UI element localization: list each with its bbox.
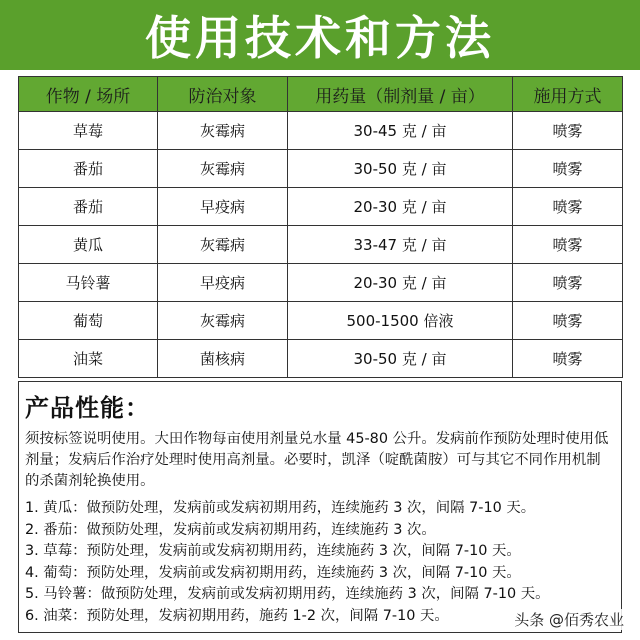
cell-target: 早疫病 (158, 264, 288, 302)
header-crop: 作物 / 场所 (19, 77, 158, 112)
cell-target: 早疫病 (158, 188, 288, 226)
table-row (19, 112, 623, 150)
table-row (19, 264, 623, 302)
cell-crop: 草莓 (19, 112, 158, 150)
watermark: 头条 @佰秀农业 (514, 611, 624, 629)
cell-crop: 黄瓜 (19, 226, 158, 264)
cell-target: 灰霉病 (158, 150, 288, 188)
performance-intro: 须按标签说明使用。大田作物每亩使用剂量兑水量 45-80 公升。发病前作预防处理时使用低剂量；发病后作治疗处理时使用高剂量。必要时，凯泽（啶酰菌胺）可与其它不同作用机制的杀菌剂轮换使用。 (25, 431, 609, 489)
list-item: 1. 黄瓜：做预防处理，发病前或发病初期用药，连续施药 3 次，间隔 7-10 天。 (25, 500, 536, 516)
cell-crop: 油菜 (19, 340, 158, 378)
cell-method: 喷雾 (513, 112, 623, 150)
cell-dosage: 20-30 克 / 亩 (288, 188, 513, 226)
table-row (19, 150, 623, 188)
header-dosage: 用药量（制剂量 / 亩） (288, 77, 513, 112)
list-item: 4. 葡萄：预防处理，发病前或发病初期用药，连续施药 3 次，间隔 7-10 天。 (25, 564, 521, 581)
cell-method: 喷雾 (513, 150, 623, 188)
table-row (19, 188, 623, 226)
cell-dosage: 500-1500 倍液 (288, 302, 513, 340)
cell-target: 灰霉病 (158, 226, 288, 264)
cell-dosage: 30-45 克 / 亩 (288, 112, 513, 150)
usage-table (18, 76, 623, 378)
cell-method: 喷雾 (513, 340, 623, 378)
cell-method: 喷雾 (513, 264, 623, 302)
cell-crop: 番茄 (19, 188, 158, 226)
cell-dosage: 30-50 克 / 亩 (288, 150, 513, 188)
table-row (19, 226, 623, 264)
cell-target: 灰霉病 (158, 112, 288, 150)
list-item: 5. 马铃薯：做预防处理，发病前或发病初期用药，连续施药 3 次，间隔 7-10 天。 (25, 586, 550, 602)
cell-target: 灰霉病 (158, 302, 288, 340)
cell-dosage: 30-50 克 / 亩 (288, 340, 513, 378)
header-method: 施用方式 (513, 77, 623, 112)
performance-list (25, 498, 615, 627)
header-target: 防治对象 (158, 77, 288, 112)
cell-dosage: 20-30 克 / 亩 (288, 264, 513, 302)
list-item: 3. 草莓：预防处理，发病前或发病初期用药，连续施药 3 次，间隔 7-10 天。 (25, 543, 521, 559)
cell-crop: 番茄 (19, 150, 158, 188)
cell-method: 喷雾 (513, 188, 623, 226)
list-item: 6. 油菜：预防处理，发病初期用药，施药 1-2 次，间隔 7-10 天。 (25, 607, 449, 624)
table-row (19, 340, 623, 378)
cell-method: 喷雾 (513, 226, 623, 264)
title-banner (0, 0, 640, 70)
cell-crop: 葡萄 (19, 302, 158, 340)
table-row (19, 302, 623, 340)
cell-method: 喷雾 (513, 302, 623, 340)
product-performance-box (18, 381, 622, 633)
page-title: 使用技术和方法 (145, 11, 495, 65)
usage-table-container (18, 76, 622, 378)
cell-dosage: 33-47 克 / 亩 (288, 226, 513, 264)
table-header-row (19, 77, 623, 112)
performance-heading: 产品性能： (25, 394, 150, 422)
list-item: 2. 番茄：做预防处理，发病前或发病初期用药，连续施药 3 次。 (25, 521, 436, 538)
cell-crop: 马铃薯 (19, 264, 158, 302)
cell-target: 菌核病 (158, 340, 288, 378)
